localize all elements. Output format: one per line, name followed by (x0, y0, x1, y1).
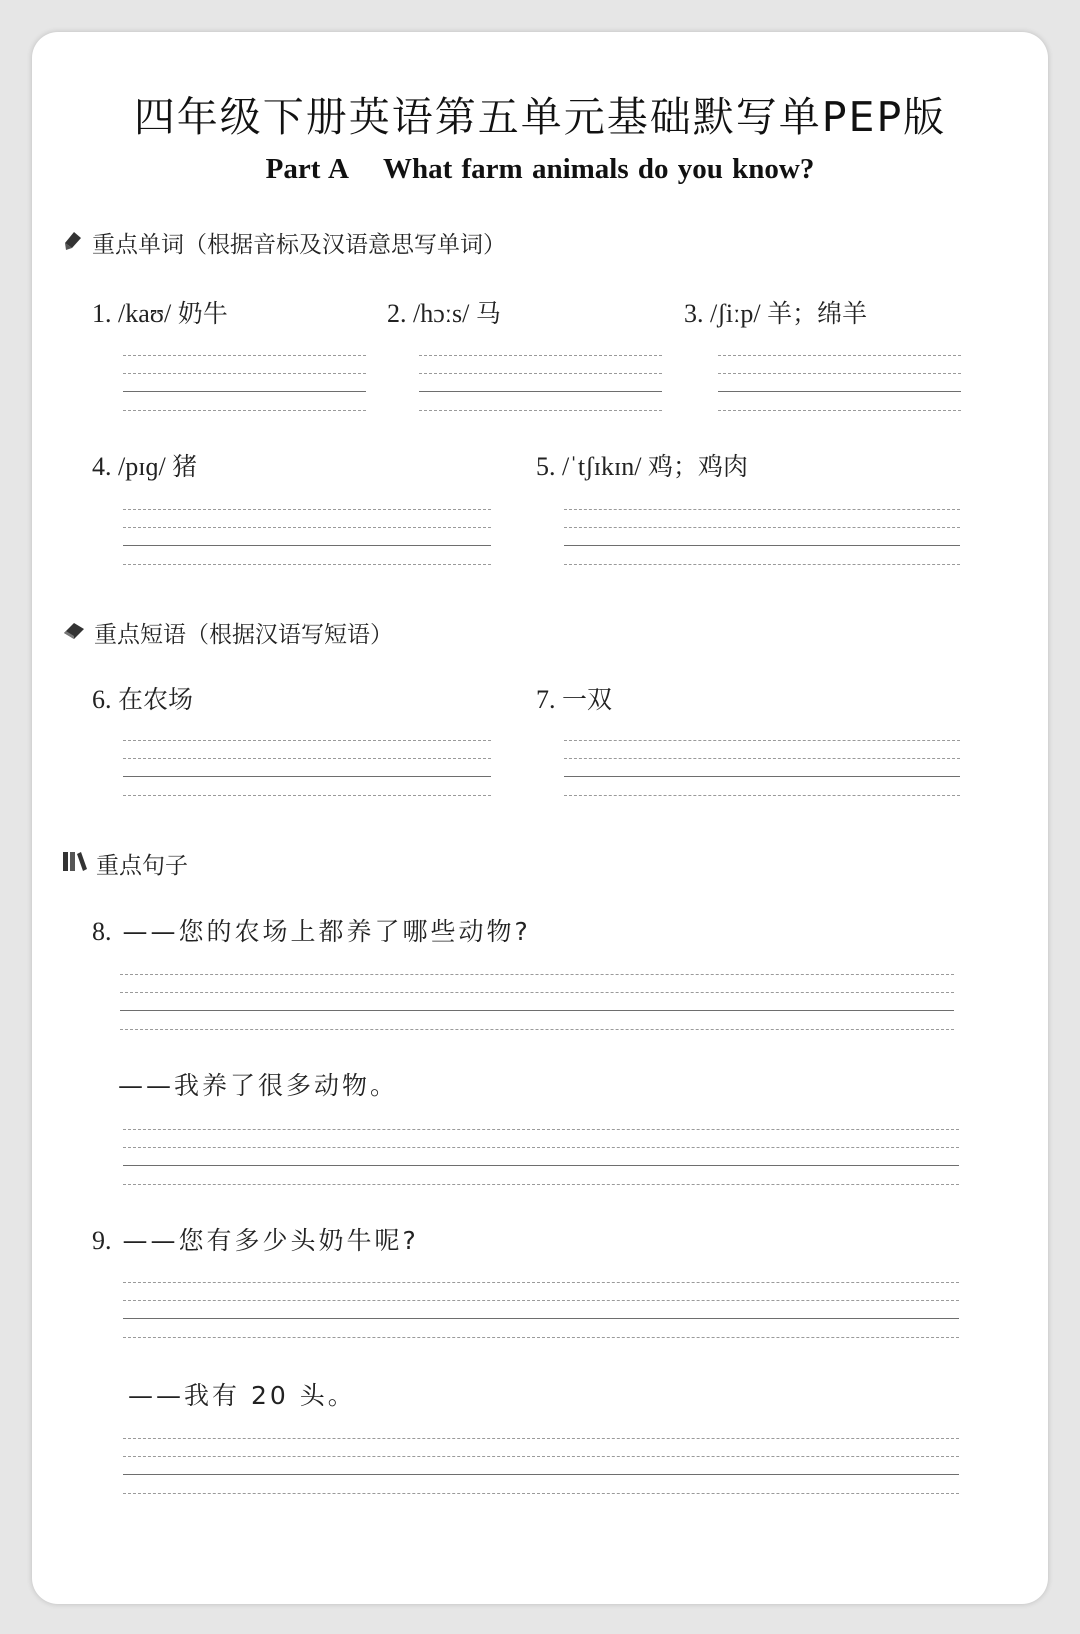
section-sentences-heading (62, 847, 188, 880)
page-subtitle (32, 153, 1048, 186)
sentence-8-question: 8. ——您的农场上都养了哪些动物? (92, 917, 531, 946)
word-item-4: 4. /pɪɡ/ 猪 (92, 452, 198, 481)
section-phrases-heading (62, 616, 393, 649)
pen-icon (62, 229, 84, 257)
word-item-3: 3. /ʃiːp/ 羊；绵羊 (684, 299, 868, 328)
page-title: 四年级下册英语第五单元基础默写单PEP版 (133, 93, 947, 141)
worksheet-page (32, 32, 1048, 1604)
eraser-icon (62, 620, 86, 646)
section-words-heading (62, 226, 506, 259)
part-question: What farm animals do you know? (382, 153, 815, 185)
section-phrases-label: 重点短语（根据汉语写短语） (94, 622, 393, 648)
phrase-item-6: 6. 在农场 (92, 685, 194, 714)
sentence-8-answer: ——我养了很多动物。 (118, 1071, 399, 1100)
part-label: Part A (265, 153, 349, 185)
sentence-9-question: 9. ——您有多少头奶牛呢? (92, 1226, 419, 1255)
section-sentences-label: 重点句子 (96, 853, 188, 879)
section-words-label: 重点单词（根据音标及汉语意思写单词） (92, 232, 506, 258)
word-item-1: 1. /kaʊ/ 奶牛 (92, 299, 228, 328)
sentence-9-answer: ——我有 20 头。 (128, 1381, 356, 1410)
word-item-5: 5. /ˈtʃɪkɪn/ 鸡；鸡肉 (536, 452, 748, 481)
books-icon (62, 850, 88, 878)
word-item-2: 2. /hɔːs/ 马 (387, 299, 501, 328)
phrase-item-7: 7. 一双 (536, 685, 613, 714)
